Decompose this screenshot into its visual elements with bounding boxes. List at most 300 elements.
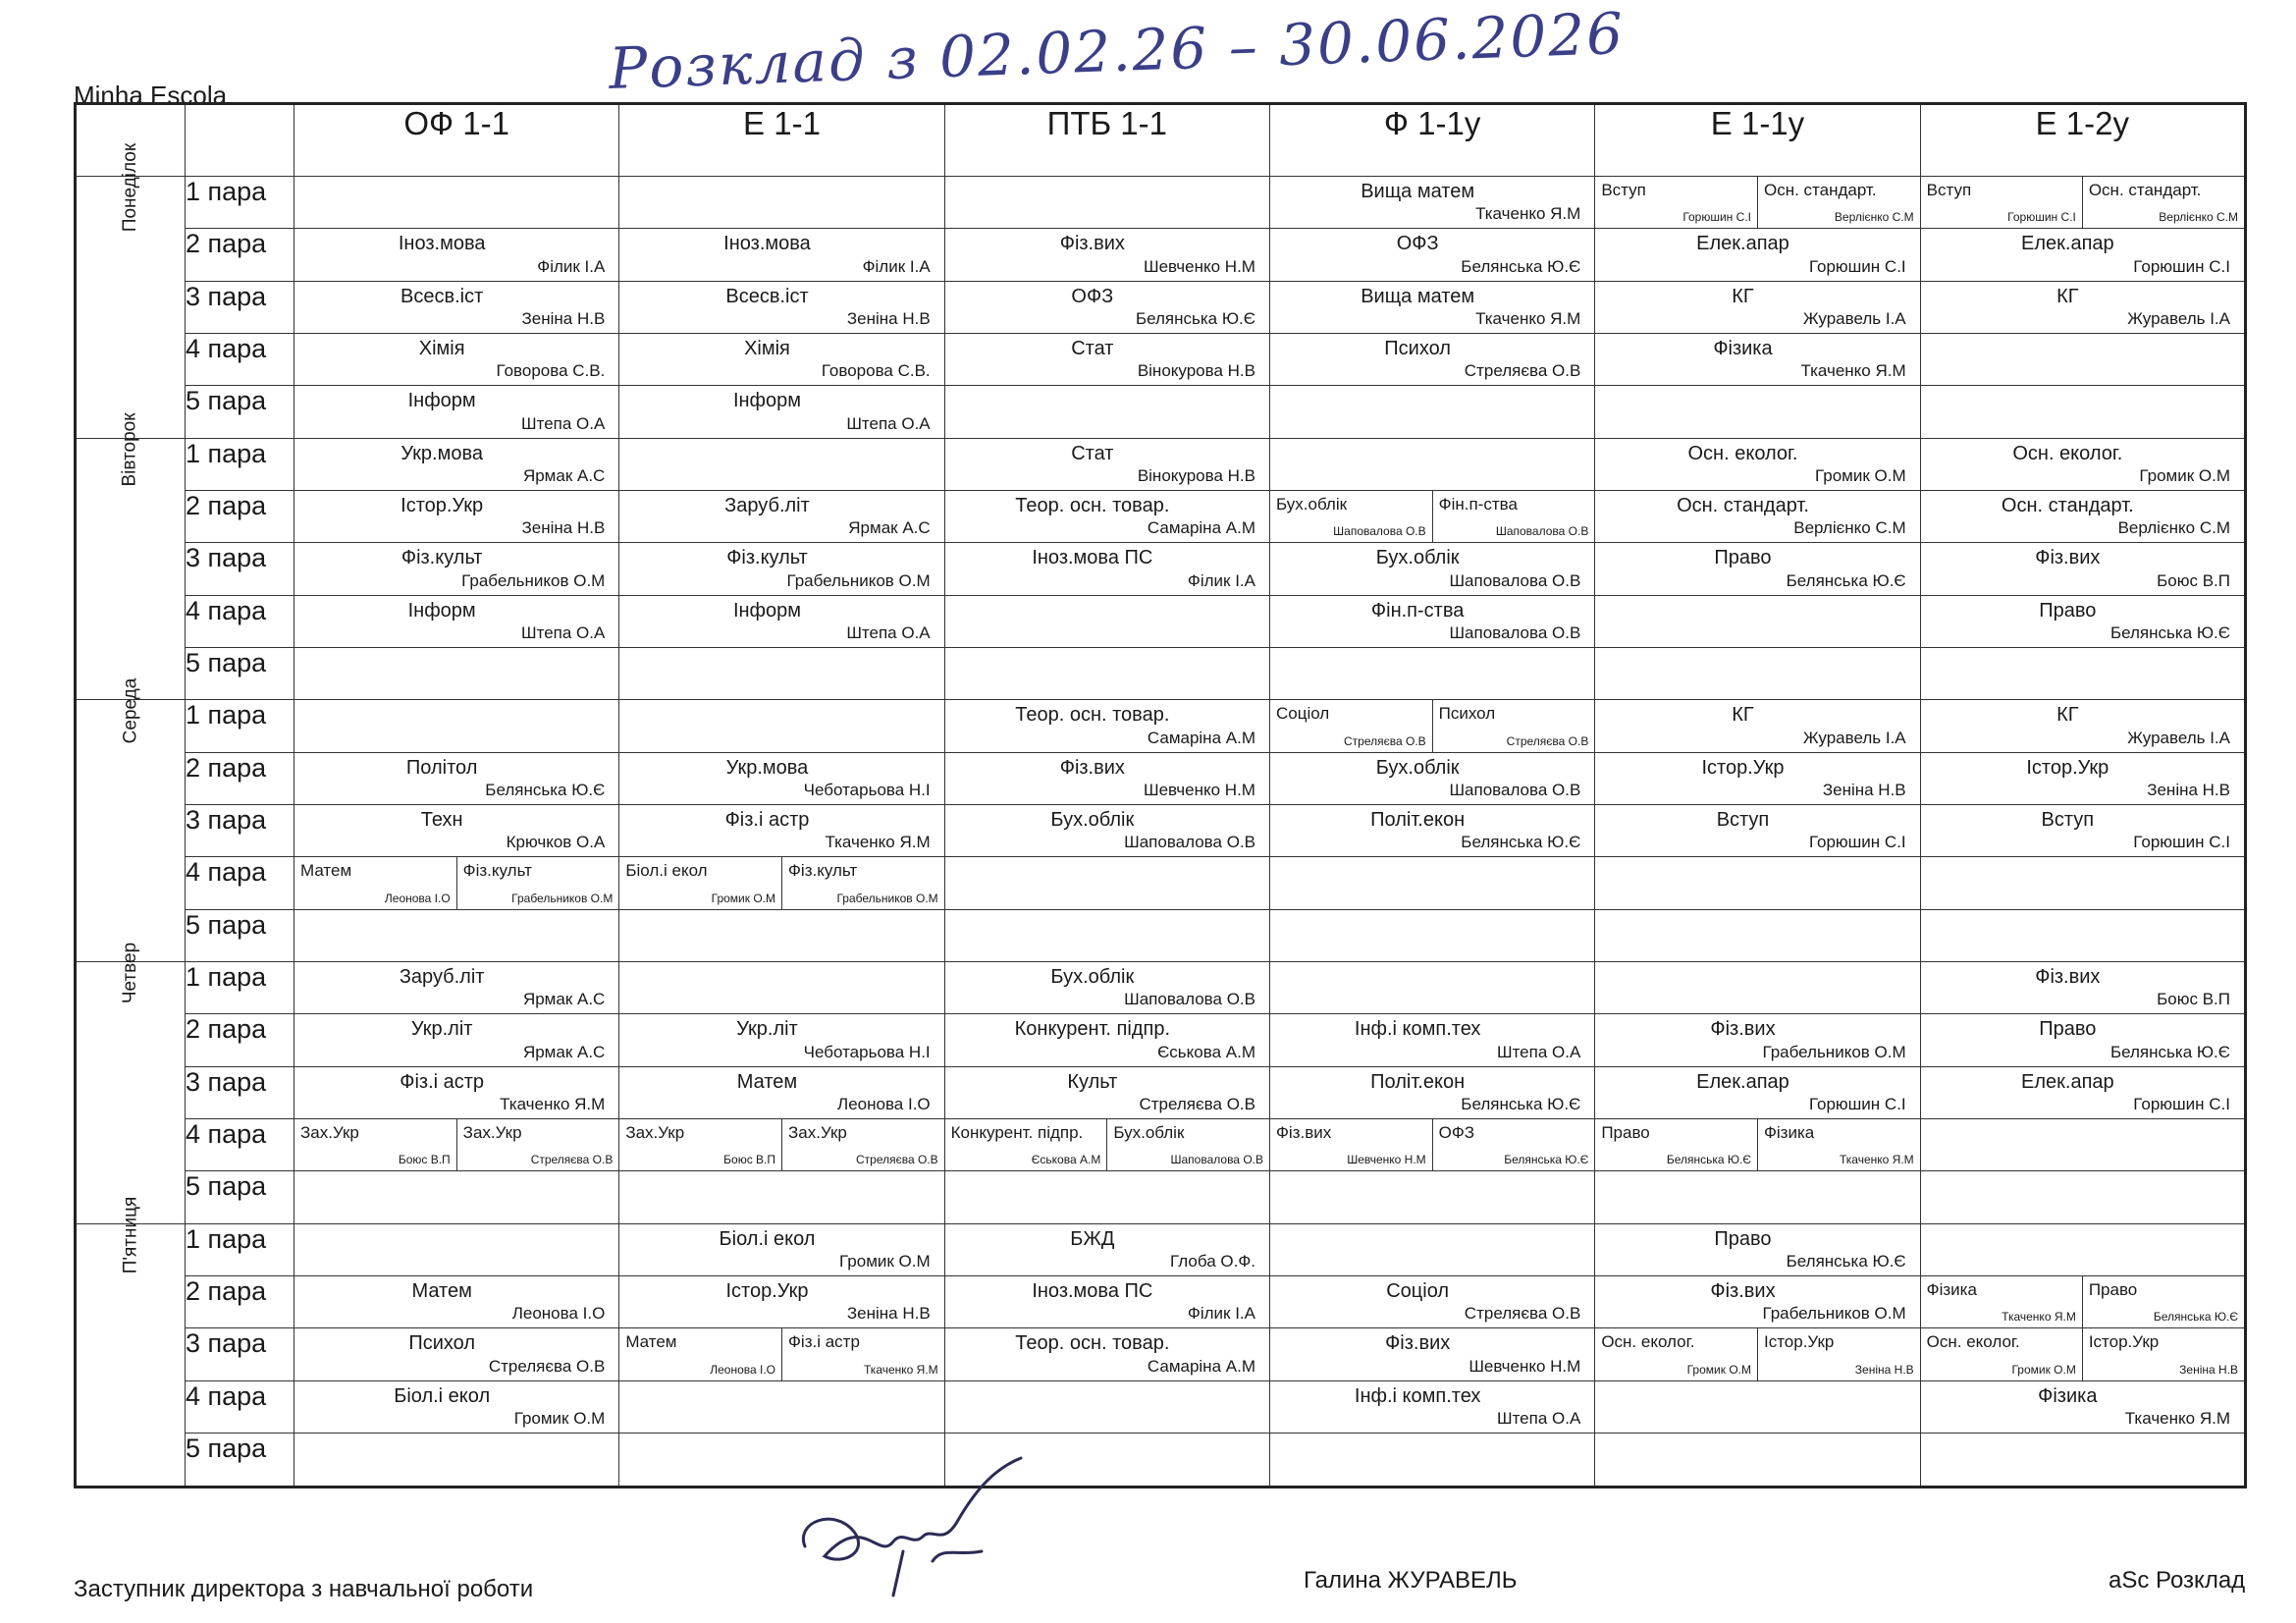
subject: Істор.Укр bbox=[400, 494, 484, 516]
lesson-cell bbox=[1920, 438, 2245, 490]
lesson-cell bbox=[1595, 1328, 1920, 1380]
lesson-cell bbox=[944, 1275, 1269, 1327]
lesson-cell bbox=[619, 1118, 944, 1170]
subject: Теор. осн. товар. bbox=[1015, 494, 1170, 516]
teacher: Шаповалова О.В bbox=[1495, 524, 1589, 539]
timetable-row bbox=[76, 961, 2246, 1013]
timetable-row bbox=[76, 1014, 2246, 1066]
subject: Право bbox=[1714, 547, 1772, 569]
teacher: Єськова А.М bbox=[1157, 1042, 1255, 1061]
subject: Фіз.вих bbox=[1385, 1332, 1451, 1355]
lesson-cell bbox=[619, 961, 944, 1013]
lesson-cell bbox=[1595, 1066, 1920, 1118]
lesson bbox=[1270, 1381, 1594, 1433]
lesson-cell bbox=[294, 1275, 619, 1327]
teacher: Стреляєва О.В bbox=[530, 1153, 614, 1167]
lesson-cell bbox=[619, 333, 944, 385]
subject: Осн. стандарт. bbox=[2001, 494, 2134, 516]
lesson-cell bbox=[1269, 1171, 1594, 1223]
subject: Інформ bbox=[407, 599, 476, 622]
group-header: Ф 1-1у bbox=[1269, 104, 1594, 177]
lesson-cell bbox=[619, 1171, 944, 1223]
lesson-cell bbox=[294, 595, 619, 647]
subject: Фіз.культ bbox=[726, 547, 808, 569]
subject: Політ.екон bbox=[1370, 1070, 1466, 1093]
lesson-cell bbox=[1920, 1066, 2245, 1118]
subject: Соціол bbox=[1386, 1279, 1450, 1302]
subject: Укр.мова bbox=[400, 442, 483, 464]
period-label: 4 пара bbox=[186, 857, 294, 909]
subject: Політ.екон bbox=[1370, 808, 1466, 831]
subject: Фізика bbox=[1713, 337, 1773, 359]
subgroup-lesson bbox=[619, 1328, 781, 1380]
subject: Зах.Укр bbox=[462, 1122, 522, 1142]
split-lesson bbox=[1921, 1328, 2244, 1380]
period-label: 3 пара bbox=[186, 281, 294, 333]
lesson bbox=[1270, 177, 1594, 228]
subgroup-lesson bbox=[2082, 177, 2244, 228]
subject: Фін.п-ства bbox=[1438, 494, 1518, 514]
subject: Фіз.і астр bbox=[724, 808, 810, 831]
teacher: Белянська Ю.Є bbox=[2109, 1042, 2230, 1061]
subject: КГ bbox=[1732, 285, 1754, 307]
teacher: Зеніна Н.В bbox=[846, 1304, 931, 1324]
teacher: Філик І.А bbox=[1187, 1304, 1255, 1324]
lesson bbox=[1921, 805, 2244, 856]
lesson bbox=[945, 1014, 1269, 1065]
lesson-cell bbox=[1269, 1014, 1594, 1066]
day-name: П'ятниця bbox=[120, 1196, 140, 1273]
subject: Всесв.іст bbox=[725, 285, 809, 307]
lesson-cell bbox=[1595, 438, 1920, 490]
timetable bbox=[74, 102, 2247, 1488]
subject: Всесв.іст bbox=[400, 285, 484, 307]
teacher: Чеботарьова Н.І bbox=[803, 780, 931, 799]
lesson-cell bbox=[1269, 229, 1594, 281]
subgroup-lesson bbox=[1921, 1328, 2082, 1380]
timetable-row bbox=[76, 1171, 2246, 1223]
subject: Вступ bbox=[2041, 808, 2095, 831]
period-label: 4 пара bbox=[186, 1118, 294, 1170]
lesson-cell bbox=[944, 647, 1269, 699]
day-label bbox=[76, 412, 186, 700]
lesson-cell bbox=[619, 752, 944, 804]
lesson bbox=[1921, 1381, 2244, 1433]
lesson bbox=[1595, 491, 1919, 542]
lesson-cell bbox=[1595, 490, 1920, 542]
subgroup-lesson bbox=[1595, 1119, 1757, 1170]
lesson-cell bbox=[944, 804, 1269, 856]
subject: Техн bbox=[420, 808, 463, 831]
subgroup-lesson bbox=[781, 1119, 944, 1170]
lesson bbox=[294, 962, 618, 1013]
day-label bbox=[76, 142, 186, 439]
timetable-row bbox=[76, 909, 2246, 961]
lesson-cell bbox=[1595, 804, 1920, 856]
lesson-cell bbox=[944, 857, 1269, 909]
split-lesson bbox=[619, 857, 943, 908]
lesson-cell bbox=[294, 1328, 619, 1380]
subject: Фін.п-ства bbox=[1370, 599, 1465, 622]
lesson-cell bbox=[294, 1066, 619, 1118]
teacher: Шаповалова О.В bbox=[1449, 570, 1581, 590]
teacher: Вінокурова Н.В bbox=[1137, 361, 1255, 381]
lesson bbox=[294, 1381, 618, 1433]
lesson-cell bbox=[619, 1380, 944, 1433]
split-lesson bbox=[1921, 1276, 2244, 1327]
subject: Осн. еколог. bbox=[1926, 1332, 2020, 1352]
subgroup-lesson bbox=[1270, 1119, 1432, 1170]
lesson-cell bbox=[944, 1380, 1269, 1433]
subject: Іноз.мова bbox=[398, 233, 486, 255]
lesson-cell bbox=[1595, 1433, 1920, 1487]
subject: ОФЗ bbox=[1071, 285, 1114, 307]
timetable-row bbox=[76, 229, 2246, 281]
teacher: Грабельников О.М bbox=[461, 570, 606, 590]
teacher: Крючков О.А bbox=[506, 833, 606, 852]
subject: Біол.і екол bbox=[625, 861, 708, 881]
subject: Стат bbox=[1071, 442, 1114, 464]
subject: Укр.мова bbox=[725, 756, 809, 779]
subgroup-lesson bbox=[1432, 491, 1595, 542]
lesson-cell bbox=[619, 1066, 944, 1118]
teacher: Стреляєва О.В bbox=[488, 1356, 606, 1376]
teacher: Зеніна Н.В bbox=[846, 308, 931, 328]
group-header: ОФ 1-1 bbox=[294, 104, 619, 177]
teacher: Філик І.А bbox=[537, 256, 606, 276]
teacher: Белянська Ю.Є bbox=[2109, 622, 2230, 642]
subgroup-lesson bbox=[1757, 177, 1920, 228]
lesson-cell bbox=[1920, 1223, 2245, 1275]
teacher: Чеботарьова Н.І bbox=[803, 1042, 931, 1061]
period-label: 5 пара bbox=[186, 1171, 294, 1223]
day-name: Четвер bbox=[119, 942, 140, 1004]
teacher: Шаповалова О.В bbox=[1449, 780, 1581, 799]
subject: БЖД bbox=[1070, 1227, 1115, 1250]
teacher: Філик І.А bbox=[862, 256, 931, 276]
lesson-cell bbox=[294, 543, 619, 595]
lesson-cell bbox=[944, 333, 1269, 385]
lesson-cell bbox=[1920, 1433, 2245, 1487]
subject: Елек.апар bbox=[1696, 233, 1789, 255]
teacher: Грабельников О.М bbox=[836, 891, 938, 905]
subject: Фіз.культ bbox=[788, 861, 858, 881]
timetable-row bbox=[76, 490, 2246, 542]
teacher: Самаріна А.М bbox=[1147, 1356, 1255, 1376]
lesson-cell bbox=[944, 177, 1269, 229]
lesson-cell bbox=[1920, 490, 2245, 542]
lesson-cell bbox=[944, 386, 1269, 438]
lesson-cell bbox=[1920, 909, 2245, 961]
teacher: Громик О.М bbox=[839, 1251, 931, 1271]
lesson-cell bbox=[294, 386, 619, 438]
subject: Фіз.вих bbox=[2035, 547, 2101, 569]
signature bbox=[785, 1453, 1041, 1600]
subject: Теор. осн. товар. bbox=[1015, 704, 1170, 727]
subject: Іноз.мова ПС bbox=[1032, 1279, 1153, 1302]
lesson-cell bbox=[1595, 1171, 1920, 1223]
subject: Фіз.і астр bbox=[400, 1070, 485, 1093]
subject: Біол.і екол bbox=[394, 1384, 491, 1407]
lesson bbox=[619, 753, 943, 804]
period-label: 3 пара bbox=[186, 1066, 294, 1118]
period-label: 1 пара bbox=[186, 700, 294, 752]
period-label: 2 пара bbox=[186, 1275, 294, 1327]
subject: Стат bbox=[1071, 337, 1114, 359]
timetable-row bbox=[76, 1380, 2246, 1433]
lesson-cell bbox=[1920, 229, 2245, 281]
teacher: Стреляєва О.В bbox=[1464, 361, 1581, 381]
lesson-cell bbox=[1595, 281, 1920, 333]
subgroup-lesson bbox=[1921, 1276, 2082, 1327]
group-header: ПТБ 1-1 bbox=[944, 104, 1269, 177]
lesson-cell bbox=[294, 1014, 619, 1066]
lesson bbox=[1595, 1067, 1919, 1118]
teacher: Говорова С.В. bbox=[821, 361, 931, 381]
teacher: Зеніна Н.В bbox=[1822, 780, 1906, 799]
lesson bbox=[945, 700, 1269, 751]
subgroup-lesson bbox=[294, 1119, 456, 1170]
period-label: 1 пара bbox=[186, 438, 294, 490]
subgroup-lesson bbox=[1106, 1119, 1269, 1170]
timetable-row bbox=[76, 333, 2246, 385]
lesson-cell bbox=[944, 543, 1269, 595]
subject: Хімія bbox=[418, 337, 465, 359]
lesson-cell bbox=[1595, 177, 1920, 229]
group-header: Е 1-1 bbox=[619, 104, 944, 177]
lesson bbox=[1270, 596, 1594, 647]
lesson-cell bbox=[1269, 857, 1594, 909]
timetable-row bbox=[76, 1066, 2246, 1118]
lesson-cell bbox=[1269, 1275, 1594, 1327]
teacher: Верлієнко С.М bbox=[2117, 518, 2230, 538]
subject: Вища матем bbox=[1361, 285, 1475, 307]
lesson-cell bbox=[619, 1014, 944, 1066]
lesson-cell bbox=[1269, 909, 1594, 961]
subject: ОФЗ bbox=[1438, 1122, 1475, 1142]
lesson bbox=[619, 1276, 943, 1327]
day-label bbox=[76, 942, 186, 1223]
lesson bbox=[619, 334, 943, 385]
subject: Елек.апар bbox=[2021, 1070, 2114, 1093]
lesson-cell bbox=[944, 281, 1269, 333]
subject: Фіз.вих bbox=[1275, 1122, 1332, 1142]
teacher: Громик О.М bbox=[1815, 465, 1906, 485]
split-lesson bbox=[619, 1328, 943, 1380]
school-name: Minha Escola bbox=[74, 81, 228, 110]
lesson-cell bbox=[294, 490, 619, 542]
subject: Зах.Укр bbox=[788, 1122, 847, 1142]
lesson bbox=[1595, 439, 1919, 490]
lesson-cell bbox=[1269, 1328, 1594, 1380]
lesson bbox=[1270, 334, 1594, 385]
subgroup-lesson bbox=[1270, 491, 1432, 542]
lesson-cell bbox=[944, 229, 1269, 281]
lesson bbox=[294, 491, 618, 542]
lesson bbox=[619, 282, 943, 333]
subject: Право bbox=[2088, 1279, 2138, 1299]
lesson bbox=[1921, 439, 2244, 490]
subject: Істор.Укр bbox=[1763, 1332, 1835, 1352]
lesson-cell bbox=[619, 857, 944, 909]
subgroup-lesson bbox=[1432, 1119, 1595, 1170]
teacher: Громик О.М bbox=[2011, 1362, 2076, 1377]
subject: КГ bbox=[2056, 704, 2079, 727]
subject: Істор.Укр bbox=[2026, 756, 2109, 779]
teacher: Белянська Ю.Є bbox=[1786, 1251, 1906, 1271]
teacher: Белянська Ю.Є bbox=[1135, 308, 1255, 328]
lesson-cell bbox=[619, 386, 944, 438]
subgroup-lesson bbox=[781, 1328, 944, 1380]
subject: КГ bbox=[1732, 704, 1754, 727]
lesson-cell bbox=[1269, 1223, 1594, 1275]
period-label: 5 пара bbox=[186, 386, 294, 438]
lesson bbox=[1595, 1276, 1919, 1327]
subgroup-lesson bbox=[2082, 1328, 2244, 1380]
lesson-cell bbox=[1269, 595, 1594, 647]
lesson-cell bbox=[619, 438, 944, 490]
lesson bbox=[1595, 229, 1919, 280]
lesson-cell bbox=[944, 490, 1269, 542]
lesson-cell bbox=[1920, 595, 2245, 647]
lesson bbox=[294, 282, 618, 333]
lesson-cell bbox=[1269, 490, 1594, 542]
period-label: 5 пара bbox=[186, 647, 294, 699]
teacher: Белянська Ю.Є bbox=[1666, 1153, 1751, 1167]
lesson-cell bbox=[619, 177, 944, 229]
teacher: Зеніна Н.В bbox=[2147, 780, 2230, 799]
teacher: Зеніна Н.В bbox=[521, 308, 606, 328]
lesson-cell bbox=[1595, 961, 1920, 1013]
teacher: Громик О.М bbox=[513, 1408, 606, 1428]
subgroup-lesson bbox=[1757, 1328, 1920, 1380]
lesson-cell bbox=[1920, 177, 2245, 229]
lesson-cell bbox=[619, 700, 944, 752]
teacher: Шаповалова О.В bbox=[1124, 833, 1255, 852]
lesson-cell bbox=[1920, 1380, 2245, 1433]
subject: Психол bbox=[408, 1332, 475, 1355]
footer-software: aSc Розклад bbox=[2109, 1567, 2246, 1594]
lesson-cell bbox=[619, 1275, 944, 1327]
lesson-cell bbox=[1595, 1380, 1920, 1433]
lesson bbox=[1270, 1276, 1594, 1327]
timetable-row bbox=[76, 700, 2246, 752]
lesson-cell bbox=[1269, 961, 1594, 1013]
subject: Зах.Укр bbox=[300, 1122, 359, 1142]
lesson-cell bbox=[1595, 1223, 1920, 1275]
lesson-cell bbox=[619, 490, 944, 542]
subject: Фіз.культ bbox=[400, 547, 483, 569]
lesson-cell bbox=[619, 229, 944, 281]
subject: Осн. еколог. bbox=[1687, 442, 1798, 464]
lesson bbox=[1595, 282, 1919, 333]
lesson bbox=[945, 962, 1269, 1013]
subject: Матем bbox=[300, 861, 352, 881]
subject: Істор.Укр bbox=[725, 1279, 809, 1302]
lesson-cell bbox=[1269, 333, 1594, 385]
teacher: Ярмак А.С bbox=[522, 990, 606, 1009]
lesson bbox=[1595, 753, 1919, 804]
lesson bbox=[294, 1014, 618, 1065]
lesson bbox=[1921, 229, 2244, 280]
teacher: Говорова С.В. bbox=[496, 361, 606, 381]
subject: Право bbox=[1601, 1122, 1650, 1142]
lesson bbox=[1921, 753, 2244, 804]
lesson bbox=[945, 282, 1269, 333]
subject: Фізика bbox=[1926, 1279, 1977, 1299]
subject: Психол bbox=[1438, 704, 1496, 724]
subject: Конкурент. підпр. bbox=[1014, 1018, 1170, 1041]
subject: Конкурент. підпр. bbox=[950, 1122, 1084, 1142]
lesson bbox=[945, 229, 1269, 280]
lesson bbox=[619, 1224, 943, 1275]
lesson-cell bbox=[1920, 752, 2245, 804]
teacher: Леонова І.О bbox=[710, 1362, 775, 1377]
lesson-cell bbox=[944, 1223, 1269, 1275]
teacher: Зеніна Н.В bbox=[521, 518, 606, 538]
teacher: Журавель І.А bbox=[1802, 728, 1906, 747]
lesson bbox=[945, 334, 1269, 385]
day-name: Середа bbox=[119, 677, 140, 744]
lesson-cell bbox=[1595, 700, 1920, 752]
lesson-cell bbox=[944, 1118, 1269, 1170]
lesson-cell bbox=[294, 909, 619, 961]
subject: Фіз.вих bbox=[1059, 756, 1125, 779]
lesson bbox=[1595, 543, 1919, 594]
lesson-cell bbox=[1269, 1066, 1594, 1118]
teacher: Леонова І.О bbox=[384, 891, 451, 905]
subject: Укр.літ bbox=[736, 1018, 798, 1041]
timetable-row bbox=[76, 1328, 2246, 1380]
teacher: Громик О.М bbox=[1686, 1362, 1751, 1377]
teacher: Горюшин С.І bbox=[2133, 256, 2230, 276]
teacher: Шевченко Н.М bbox=[1144, 780, 1255, 799]
subgroup-lesson bbox=[1432, 700, 1595, 751]
lesson bbox=[1921, 1067, 2244, 1118]
period-label: 1 пара bbox=[186, 961, 294, 1013]
lesson bbox=[294, 229, 618, 280]
lesson-cell bbox=[294, 857, 619, 909]
lesson-cell bbox=[1920, 961, 2245, 1013]
lesson-cell bbox=[1595, 386, 1920, 438]
subject: Матем bbox=[736, 1070, 798, 1093]
timetable-row bbox=[76, 1223, 2246, 1275]
subject: Психол bbox=[1384, 337, 1451, 359]
teacher: Леонова І.О bbox=[511, 1304, 606, 1324]
subject: КГ bbox=[2056, 285, 2079, 307]
period-label: 1 пара bbox=[186, 1223, 294, 1275]
period-label: 1 пара bbox=[186, 177, 294, 229]
subject: Фізика bbox=[1763, 1122, 1815, 1142]
teacher: Ярмак А.С bbox=[522, 465, 606, 485]
split-lesson bbox=[1270, 700, 1594, 751]
subgroup-lesson bbox=[781, 857, 944, 908]
lesson bbox=[945, 1276, 1269, 1327]
lesson-cell bbox=[1920, 857, 2245, 909]
teacher: Грабельников О.М bbox=[511, 891, 614, 905]
lesson bbox=[619, 386, 943, 437]
lesson bbox=[1595, 805, 1919, 856]
lesson-cell bbox=[619, 543, 944, 595]
footer-position: Заступник директора з навчальної роботи bbox=[74, 1576, 534, 1602]
subject: Заруб.літ bbox=[399, 965, 485, 988]
lesson-cell bbox=[1269, 438, 1594, 490]
lesson-cell bbox=[294, 281, 619, 333]
teacher: Боюс В.П bbox=[723, 1153, 775, 1167]
lesson-cell bbox=[1920, 804, 2245, 856]
lesson-cell bbox=[1595, 333, 1920, 385]
teacher: Стреляєва О.В bbox=[1139, 1094, 1255, 1113]
